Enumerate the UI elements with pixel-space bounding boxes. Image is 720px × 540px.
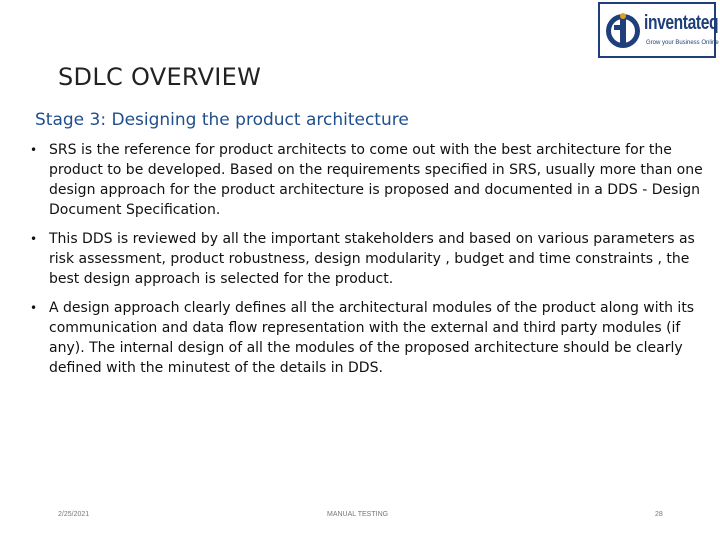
logo-tagline: Grow your Business Online (646, 40, 719, 46)
bullet-item (30, 229, 710, 289)
bullet-list (30, 140, 710, 387)
bullet-text: SRS is the reference for product architects to come out with the best architecture for the product to be developed. Based on the requirements specified in SRS, usually more than one design approach for the product architecture is proposed and documented in a DDS - Design Document Specification. (49, 142, 703, 218)
logo-name: inventateq (644, 12, 719, 34)
company-logo (598, 2, 719, 58)
bullet-icon: • (30, 301, 38, 315)
bullet-item (30, 298, 710, 378)
bullet-text: This DDS is reviewed by all the important stakeholders and based on various parameters as risk assessment, product robustness, design modularity , budget and time constraints , the best design approach is selected for the product. (49, 231, 695, 287)
bullet-text: A design approach clearly defines all the architectural modules of the product along with its communication and data flow representation with the external and third party modules (if any). The internal design of all the modules of the proposed architecture should be clearly defined with the minutest of the details in DDS. (49, 300, 695, 376)
bullet-icon: • (30, 143, 38, 157)
footer-title: MANUAL TESTING (327, 511, 389, 518)
bullet-item (30, 140, 710, 220)
page-number: 28 (655, 511, 663, 518)
bullet-icon: • (30, 232, 38, 246)
footer-date: 2/25/2021 (58, 511, 90, 518)
slide-subtitle: Stage 3: Designing the product architecture (35, 110, 409, 130)
inventateq-logo-icon (604, 10, 642, 52)
slide-title: SDLC OVERVIEW (58, 63, 262, 91)
